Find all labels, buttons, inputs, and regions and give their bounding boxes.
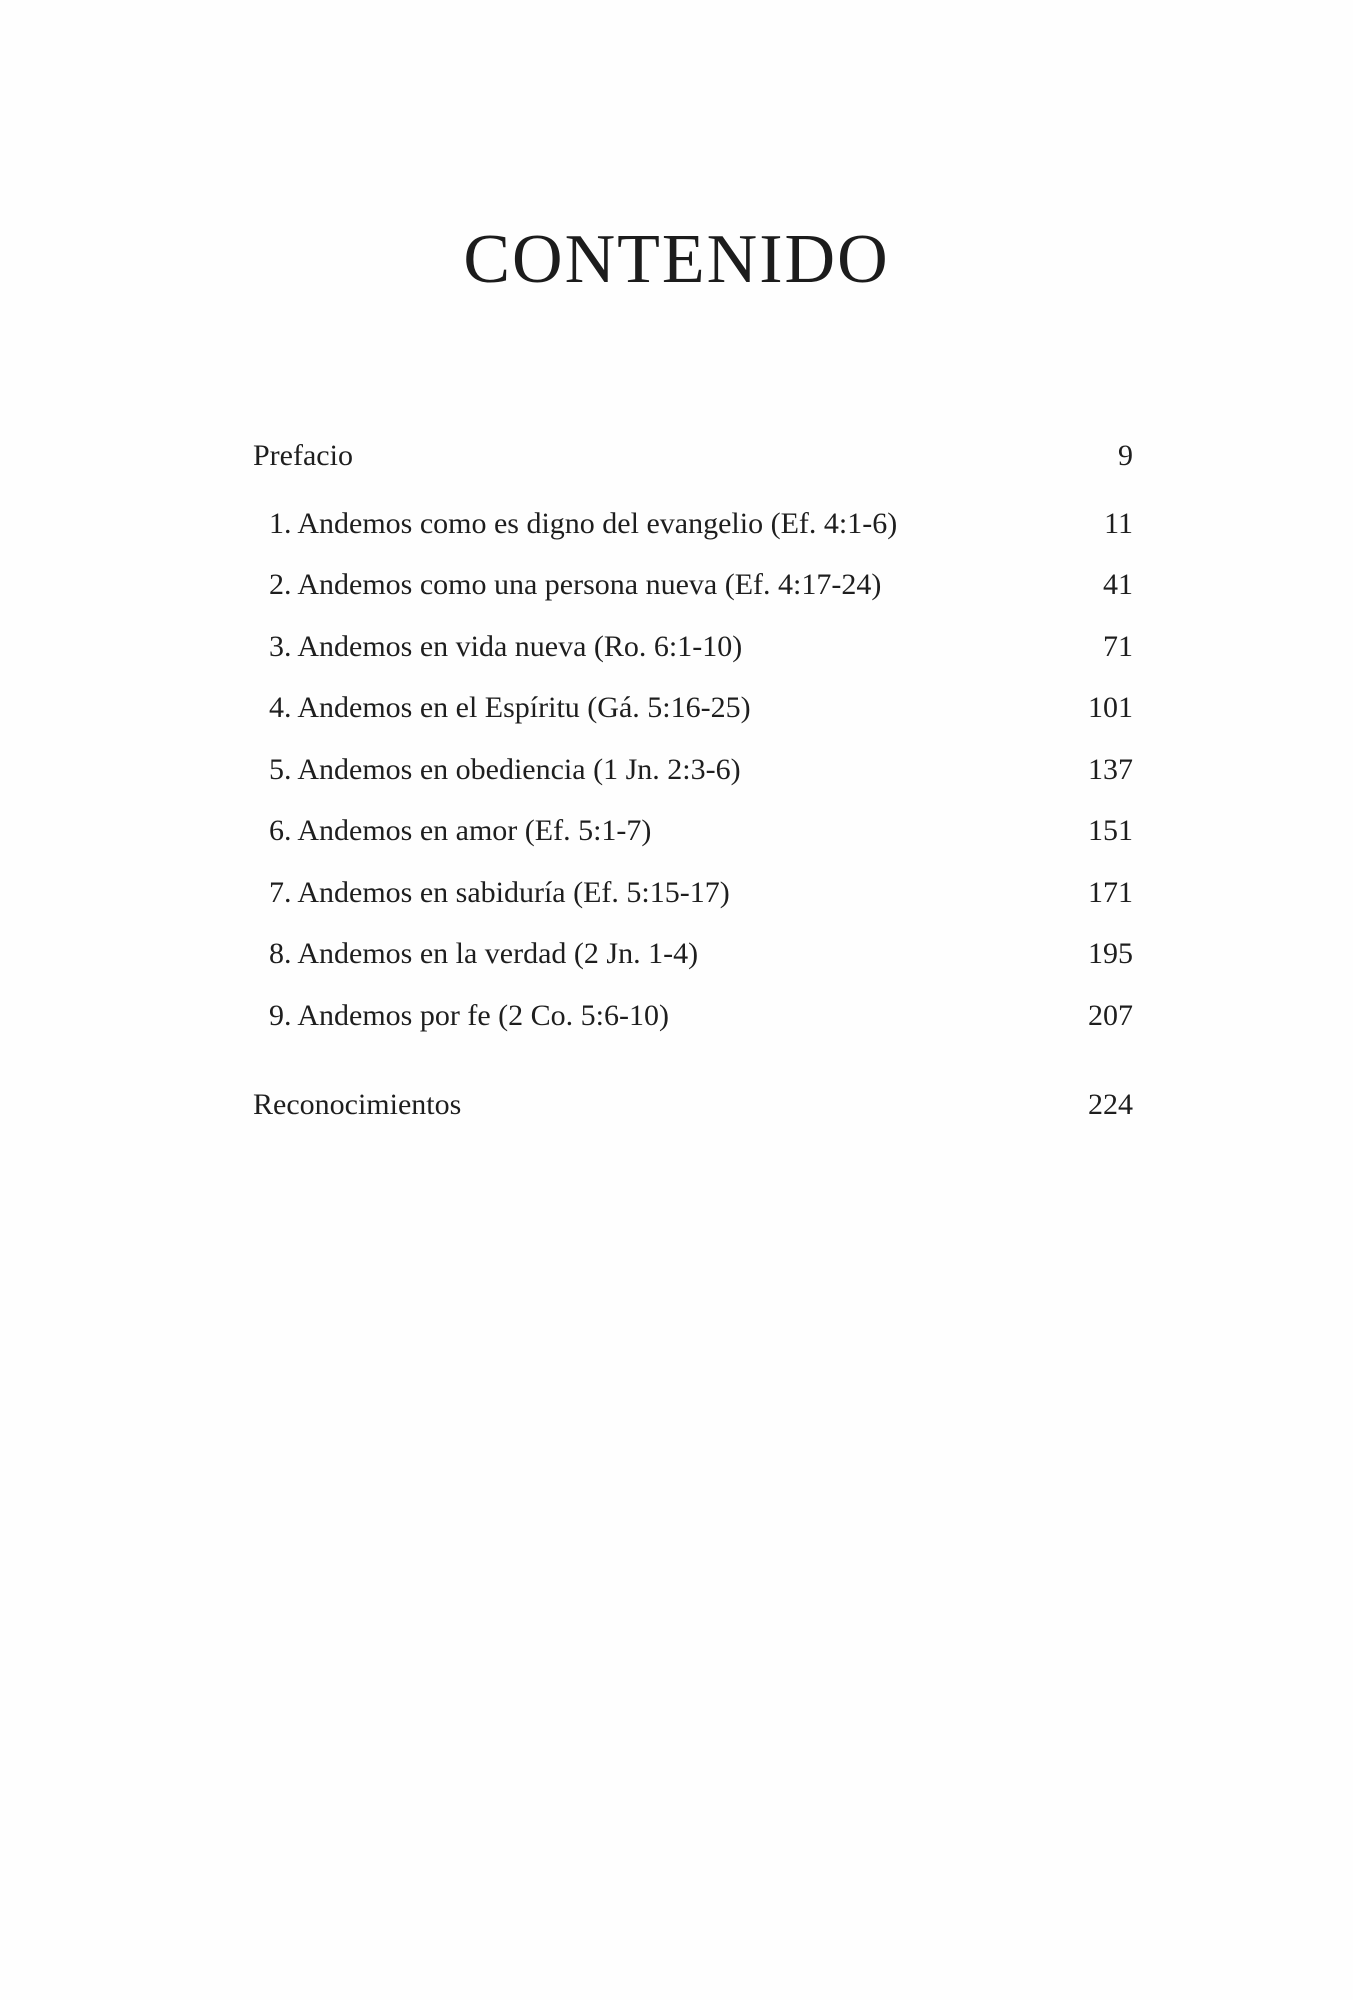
toc-entry-chapter-1 bbox=[253, 493, 1133, 555]
toc-entry-label: 1. Andemos como es digno del evangelio (Ef. 4:1-6) bbox=[269, 506, 898, 540]
toc-entry-chapter-3 bbox=[253, 616, 1133, 678]
toc-entry-page: 207 bbox=[1088, 998, 1133, 1032]
toc-entry-label: 2. Andemos como una persona nueva (Ef. 4:17-24) bbox=[269, 568, 882, 601]
toc-entry-chapter-4 bbox=[253, 677, 1133, 739]
toc-entry-label: 4. Andemos en el Espíritu (Gá. 5:16-25) bbox=[269, 691, 751, 724]
toc-entry-preface bbox=[253, 425, 1133, 487]
toc-entry-chapter-8 bbox=[253, 923, 1133, 985]
toc-entry-label: Prefacio bbox=[253, 439, 353, 472]
toc-entry-label: 9. Andemos por fe (2 Co. 5:6-10) bbox=[269, 998, 669, 1032]
toc-entry-chapter-2 bbox=[253, 554, 1133, 616]
toc-entry-label: 7. Andemos en sabiduría (Ef. 5:15-17) bbox=[269, 875, 730, 909]
toc-entry-label: 6. Andemos en amor (Ef. 5:1-7) bbox=[269, 814, 652, 847]
toc-entry-page: 41 bbox=[1103, 568, 1133, 601]
toc-entry-acknowledgments bbox=[253, 1074, 1133, 1136]
toc-entry-chapter-9 bbox=[253, 985, 1133, 1047]
toc-entry-label: 5. Andemos en obediencia (1 Jn. 2:3-6) bbox=[269, 752, 741, 786]
toc-entry-label: 3. Andemos en vida nueva (Ro. 6:1-10) bbox=[269, 629, 743, 663]
page-title: CONTENIDO bbox=[463, 221, 890, 298]
toc-entry-page: 151 bbox=[1088, 814, 1133, 847]
table-of-contents bbox=[253, 425, 1133, 1136]
toc-entry-page: 171 bbox=[1088, 875, 1133, 909]
toc-entry-chapter-6 bbox=[253, 800, 1133, 862]
toc-entry-page: 9 bbox=[1118, 439, 1133, 472]
toc-entry-page: 101 bbox=[1088, 691, 1133, 724]
toc-entry-chapter-5 bbox=[253, 739, 1133, 801]
toc-entry-page: 224 bbox=[1088, 1088, 1133, 1121]
toc-entry-chapter-7 bbox=[253, 862, 1133, 924]
toc-entry-page: 195 bbox=[1088, 937, 1133, 970]
toc-entry-page: 137 bbox=[1088, 752, 1133, 786]
toc-entry-page: 11 bbox=[1104, 506, 1133, 540]
toc-entry-label: 8. Andemos en la verdad (2 Jn. 1-4) bbox=[269, 937, 699, 970]
toc-entry-page: 71 bbox=[1103, 629, 1133, 663]
toc-entry-label: Reconocimientos bbox=[253, 1088, 462, 1121]
